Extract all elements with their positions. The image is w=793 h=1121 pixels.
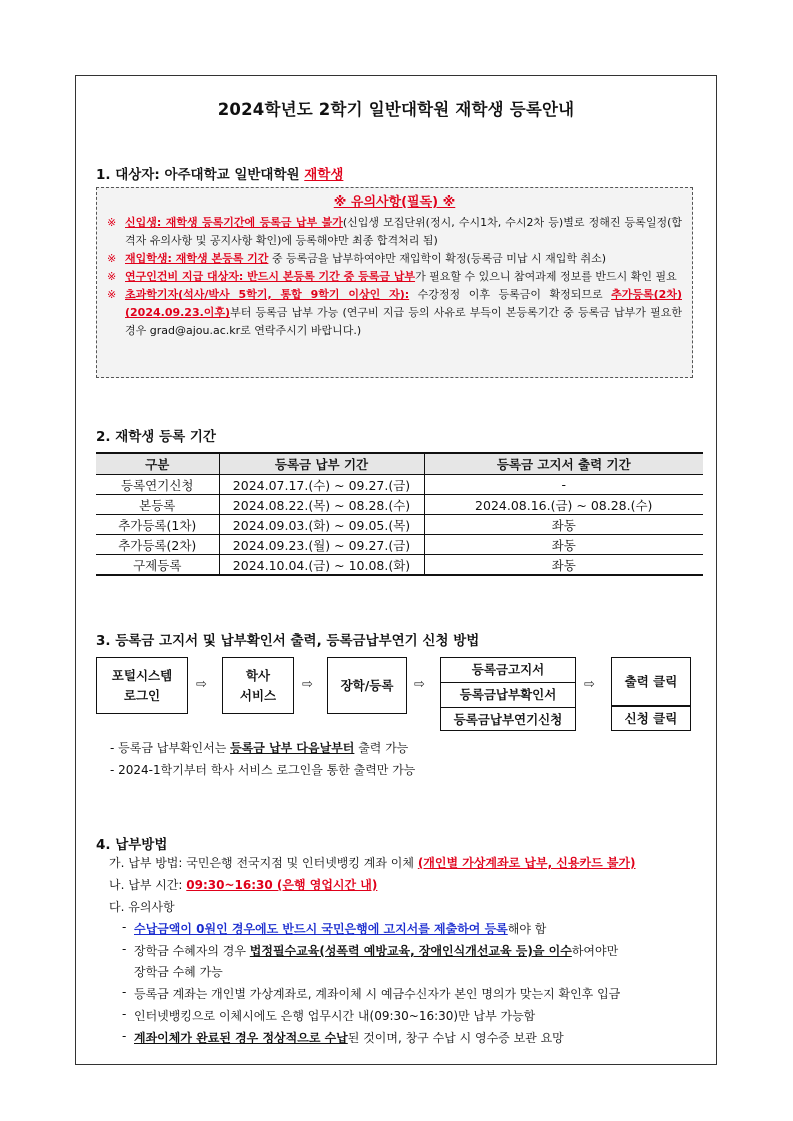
notice-box bbox=[96, 187, 693, 378]
note-text: - 등록금 납부확인서는 bbox=[110, 741, 231, 755]
table-cell: 2024.08.22.(목) ~ 08.28.(수) bbox=[219, 495, 424, 515]
flow-option-confirmation: 등록금납부확인서 bbox=[441, 683, 575, 708]
notice-item-3-text: 가 필요할 수 있으니 참여과제 정보를 반드시 확인 필요 bbox=[415, 270, 677, 283]
table-cell: 좌동 bbox=[424, 555, 703, 576]
caution-4: 인터넷뱅킹으로 이체시에도 은행 업무시간 내(09:30~16:30)만 납부 가능함 bbox=[134, 1009, 536, 1023]
payment-time-label: 나. 납부 시간: bbox=[109, 878, 187, 892]
table-cell: 2024.09.23.(월) ~ 09.27.(금) bbox=[219, 535, 424, 555]
right-arrow-icon: ⇨ bbox=[196, 677, 207, 692]
caution-1 bbox=[134, 920, 546, 938]
payment-method-line bbox=[109, 854, 636, 872]
notice-item-4-text: 부터 등록금 납부 가능 (연구비 지급 등의 사유로 부득이 본등록기간 중 등록금 납부가 필요한 경우 grad@ajou.ac.kr로 연락주시기 바랍니다.) bbox=[125, 306, 682, 337]
notice-item-1 bbox=[107, 214, 682, 250]
table-cell: 추가등록(2차) bbox=[96, 535, 219, 555]
flow-step-text: 서비스 bbox=[239, 687, 277, 703]
table-header-cell: 등록금 고지서 출력 기간 bbox=[424, 453, 703, 475]
table-row bbox=[96, 495, 703, 515]
section4-heading: 4. 납부방법 bbox=[96, 837, 168, 853]
table-cell: 추가등록(1차) bbox=[96, 515, 219, 535]
table-cell: 본등록 bbox=[96, 495, 219, 515]
dash-bullet: - bbox=[122, 1029, 127, 1043]
section3-note-1 bbox=[110, 739, 408, 757]
caution-2 bbox=[134, 942, 618, 960]
table-cell: 2024.09.03.(화) ~ 09.05.(목) bbox=[219, 515, 424, 535]
table-cell: 좌동 bbox=[424, 535, 703, 555]
document-title: 2024학년도 2학기 일반대학원 재학생 등록안내 bbox=[217, 100, 575, 119]
notice-item-2 bbox=[107, 250, 682, 268]
registration-period-table bbox=[96, 452, 703, 576]
table-cell: 2024.10.04.(금) ~ 10.08.(화) bbox=[219, 555, 424, 576]
table-cell: 2024.08.16.(금) ~ 08.28.(수) bbox=[424, 495, 703, 515]
flow-step-portal-login bbox=[96, 657, 188, 714]
dash-bullet: - bbox=[122, 985, 127, 999]
table-cell: 좌동 bbox=[424, 515, 703, 535]
notice-item-4-mid: 수강정정 이후 등록금이 확정되므로 bbox=[409, 288, 612, 301]
caution-5-emphasis: 계좌이체가 완료된 경우 정상적으로 수납 bbox=[134, 1031, 348, 1045]
flow-step-apply-click: 신청 클릭 bbox=[611, 706, 691, 731]
caution-2-emphasis: 법정필수교육(성폭력 예방교육, 장애인식개선교육 등)을 이수 bbox=[249, 944, 572, 958]
caution-2-text: 하여야만 bbox=[571, 944, 619, 958]
table-cell: 등록연기신청 bbox=[96, 475, 219, 495]
right-arrow-icon: ⇨ bbox=[302, 677, 313, 692]
section1-heading-highlight: 재학생 bbox=[304, 167, 344, 183]
payment-method-warning: (개인별 가상계좌로 납부, 신용카드 불가) bbox=[417, 856, 636, 870]
caution-1-text: 해야 함 bbox=[507, 922, 547, 936]
table-header-cell: 등록금 납부 기간 bbox=[219, 453, 424, 475]
section2-heading: 2. 재학생 등록 기간 bbox=[96, 429, 216, 445]
table-header-cell: 구분 bbox=[96, 453, 219, 475]
table-row bbox=[96, 555, 703, 576]
caution-1-emphasis: 수납금액이 0원인 경우에도 반드시 국민은행에 고지서를 제출하여 등록 bbox=[134, 922, 508, 936]
notice-item-4-bold2: 추가등록(2차)(2024.09.23.이후) bbox=[125, 288, 682, 319]
table-row bbox=[96, 515, 703, 535]
note-bold-text: 등록금 납부 다음날부터 bbox=[230, 741, 355, 755]
table-row bbox=[96, 535, 703, 555]
notice-title: ※ 유의사항(필독) ※ bbox=[333, 195, 456, 210]
table-cell: 구제등록 bbox=[96, 555, 219, 576]
notice-item-4 bbox=[107, 286, 682, 340]
notice-item-1-text: (신입생 모집단위(정시, 수시1차, 수시2차 등)별로 정해진 등록일정(합격자 유의사항 및 공지사항 확인)에 등록해야만 최종 합격처리 됨) bbox=[125, 216, 682, 247]
reference-mark-icon: ※ bbox=[107, 288, 117, 301]
notice-item-2-bold: 재입학생: 재학생 본등록 기간 bbox=[125, 252, 269, 265]
notice-item-3-bold: 연구인건비 지급 대상자: 반드시 본등록 기간 중 등록금 납부 bbox=[125, 270, 416, 283]
caution-5 bbox=[134, 1029, 564, 1047]
note-text: 출력 가능 bbox=[354, 741, 409, 755]
dash-bullet: - bbox=[122, 920, 127, 934]
flow-step-academic-service bbox=[222, 657, 294, 714]
table-row bbox=[96, 475, 703, 495]
payment-method-text: 가. 납부 방법: 국민은행 전국지점 및 인터넷뱅킹 계좌 이체 bbox=[109, 856, 418, 870]
caution-2-text: 장학금 수혜자의 경우 bbox=[134, 944, 250, 958]
caution-5-text: 된 것이며, 창구 수납 시 영수증 보관 요망 bbox=[347, 1031, 564, 1045]
notice-item-3 bbox=[107, 268, 682, 286]
notice-item-2-text: 중 등록금을 납부하여야만 재입학이 확정(등록금 미납 시 재입학 취소) bbox=[268, 252, 606, 265]
flow-option-deferral: 등록금납부연기신청 bbox=[453, 712, 563, 727]
notice-item-1-bold: 신입생: 재학생 등록기간에 등록금 납부 불가 bbox=[125, 216, 343, 229]
dash-bullet: - bbox=[122, 1007, 127, 1021]
cautions-heading: 다. 유의사항 bbox=[109, 900, 175, 914]
table-cell: - bbox=[424, 475, 703, 495]
flow-step-print-click: 출력 클릭 bbox=[611, 657, 691, 706]
payment-time-line bbox=[109, 876, 377, 894]
flow-step-text: 포털시스템 bbox=[111, 667, 173, 683]
flow-step-text: 학사 bbox=[245, 667, 271, 683]
right-arrow-icon: ⇨ bbox=[414, 677, 425, 692]
caution-3: 등록금 계좌는 개인별 가상계좌로, 계좌이체 시 예금수신자가 본인 명의가 맞는지 확인후 입금 bbox=[134, 987, 621, 1001]
section1-heading-text: 1. 대상자: 아주대학교 일반대학원 bbox=[96, 167, 305, 183]
document-frame bbox=[75, 75, 717, 1065]
dash-bullet: - bbox=[122, 942, 127, 956]
flow-step-scholarship-registration: 장학/등록 bbox=[327, 657, 407, 714]
flow-step-text: 로그인 bbox=[123, 687, 161, 703]
caution-2-continued: 장학금 수혜 가능 bbox=[134, 965, 223, 979]
flow-step-documents bbox=[440, 657, 576, 731]
flow-option-bill: 등록금고지서 bbox=[441, 658, 575, 683]
payment-time-value: 09:30~16:30 (은행 영업시간 내) bbox=[186, 878, 378, 892]
table-cell: 2024.07.17.(수) ~ 09.27.(금) bbox=[219, 475, 424, 495]
reference-mark-icon: ※ bbox=[107, 270, 117, 283]
section3-note-2: - 2024-1학기부터 학사 서비스 로그인을 통한 출력만 가능 bbox=[110, 763, 416, 777]
section3-heading: 3. 등록금 고지서 및 납부확인서 출력, 등록금납부연기 신청 방법 bbox=[96, 633, 480, 649]
reference-mark-icon: ※ bbox=[107, 252, 117, 265]
notice-item-4-bold: 초과학기자(석사/박사 5학기, 통합 9학기 이상인 자): bbox=[125, 288, 410, 301]
right-arrow-icon: ⇨ bbox=[584, 677, 595, 692]
table-header-row bbox=[96, 453, 703, 475]
section1-heading bbox=[96, 163, 343, 183]
reference-mark-icon: ※ bbox=[107, 216, 117, 229]
